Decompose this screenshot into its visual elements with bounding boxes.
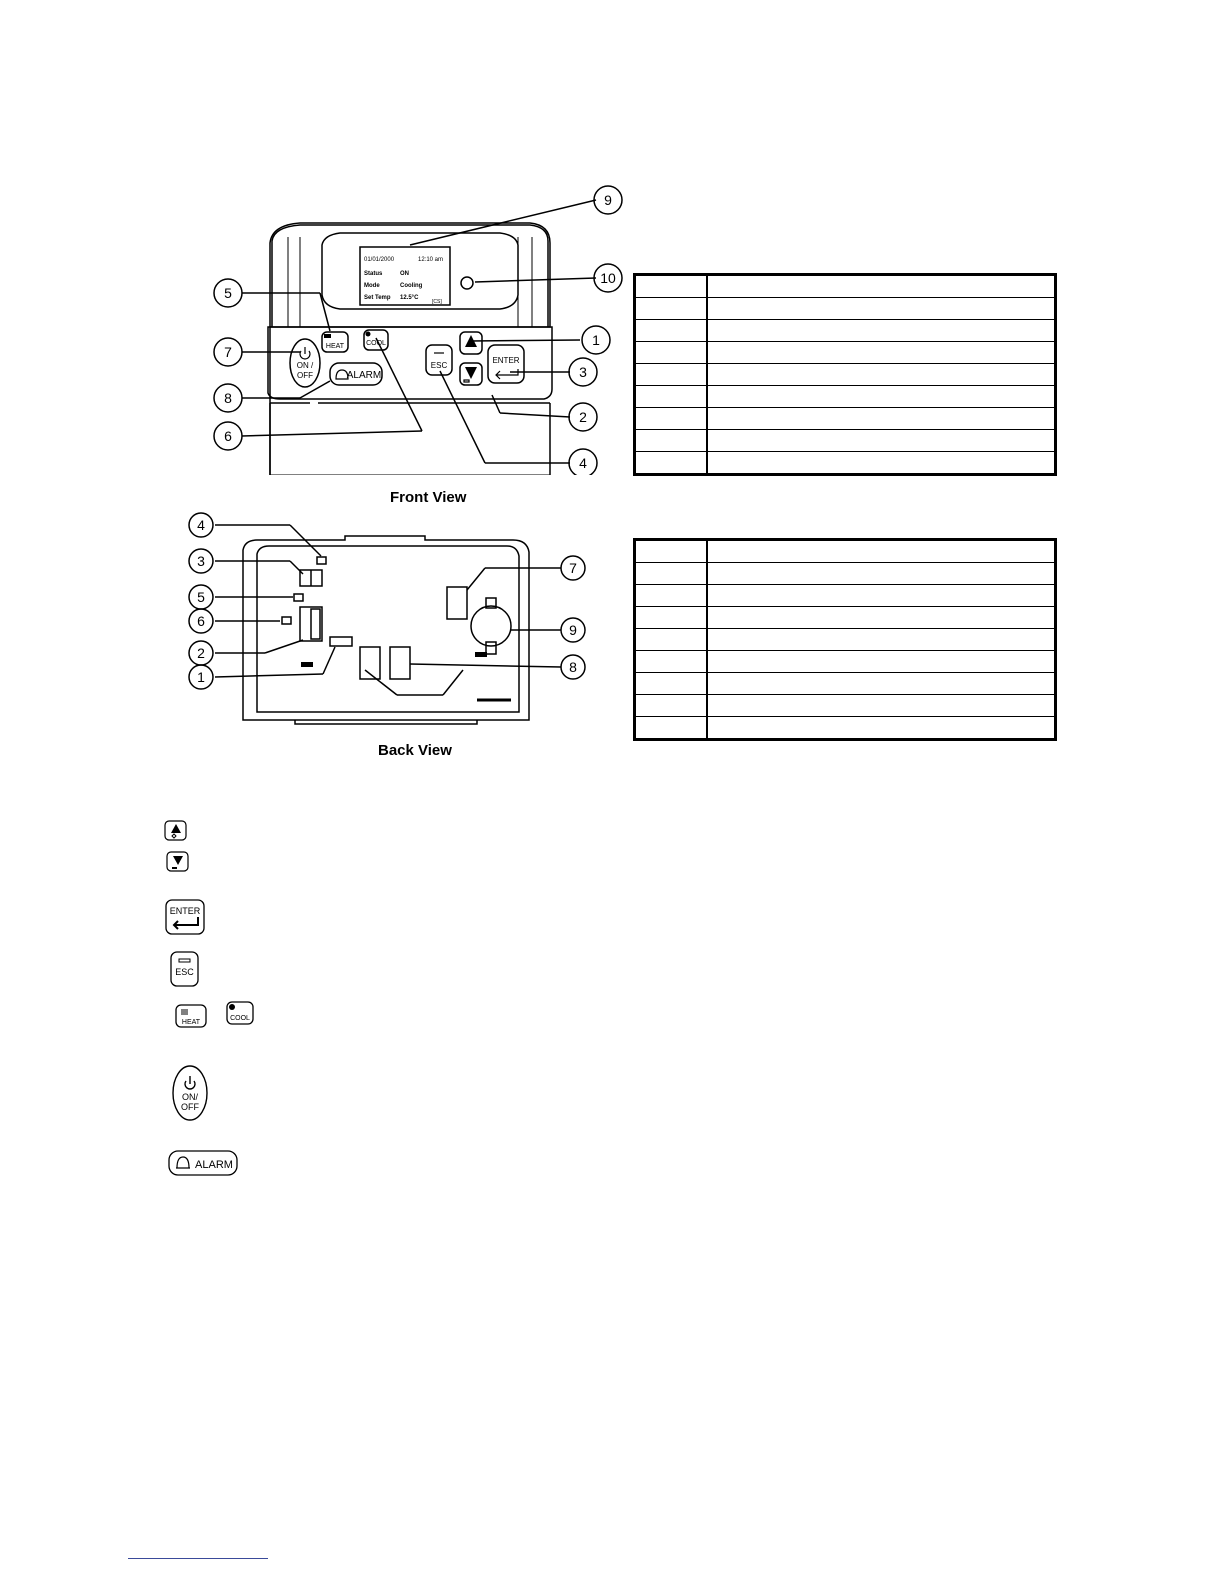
- table-row: [635, 607, 1056, 629]
- back-view-diagram: [185, 512, 605, 742]
- back-callout-8: 8: [569, 659, 577, 675]
- enter-icon: [496, 369, 518, 379]
- cool-led-icon: [366, 332, 371, 337]
- back-callout-9: 9: [569, 622, 577, 638]
- heat-button[interactable]: HEAT: [325, 343, 345, 350]
- back-callout-3: 3: [197, 553, 205, 569]
- front-callout-5: 5: [224, 285, 232, 301]
- front-callout-9: 9: [604, 192, 612, 208]
- enter-icon: [174, 917, 198, 929]
- back-view-parts-table: [633, 538, 1057, 741]
- legend-cool-label: COOL: [230, 1015, 250, 1022]
- table-row: [635, 673, 1056, 695]
- enter-button[interactable]: ENTER: [492, 356, 520, 365]
- table-row: [635, 364, 1056, 386]
- power-icon: [185, 1076, 195, 1089]
- legend-enter-label: ENTER: [169, 906, 201, 916]
- legend-heat-button: [175, 1004, 209, 1030]
- back-view-caption: Back View: [378, 742, 452, 759]
- heat-icon: [181, 1010, 188, 1014]
- front-callout-7: 7: [224, 344, 232, 360]
- display-time: 12:10 am: [418, 257, 444, 263]
- back-callout-6: 6: [197, 613, 205, 629]
- back-callout-2: 2: [197, 645, 205, 661]
- legend-esc-label: ESC: [175, 967, 194, 977]
- cool-button[interactable]: COOL: [366, 340, 386, 347]
- legend-esc-button: [170, 951, 200, 989]
- back-callout-5: 5: [197, 589, 205, 605]
- table-row: [635, 629, 1056, 651]
- legend-up-button: [164, 820, 188, 842]
- display-status-label: Status: [364, 271, 383, 277]
- legend-on-off-button: [171, 1064, 211, 1124]
- back-callout-7: 7: [569, 560, 577, 576]
- legend-on-off-label: ON/: [181, 1092, 199, 1102]
- table-row: [635, 275, 1056, 298]
- display-date: 01/01/2000: [364, 257, 395, 263]
- front-callout-10: 10: [600, 270, 616, 286]
- display-mode-label: Mode: [364, 283, 380, 289]
- cool-icon: [229, 1004, 235, 1010]
- bell-icon: [176, 1157, 190, 1168]
- table-row: [635, 452, 1056, 475]
- legend-alarm-label: ALARM: [195, 1159, 233, 1171]
- down-arrow-icon: [465, 367, 477, 379]
- legend-on-off-label-line2: OFF: [181, 1102, 199, 1112]
- front-callout-1: 1: [592, 332, 600, 348]
- table-row: [635, 717, 1056, 740]
- table-row: [635, 585, 1056, 607]
- table-row: [635, 408, 1056, 430]
- on-off-button[interactable]: ON /: [296, 361, 314, 370]
- on-off-button-line2: OFF: [297, 371, 313, 380]
- display-mode-value: Cooling: [400, 283, 423, 289]
- front-callout-4: 4: [579, 455, 587, 471]
- back-callout-4: 4: [197, 517, 205, 533]
- display-corner-tag: [CS]: [432, 299, 442, 305]
- esc-button[interactable]: ESC: [430, 361, 448, 370]
- table-row: [635, 298, 1056, 320]
- legend-alarm-button: [168, 1150, 240, 1178]
- front-callout-3: 3: [579, 364, 587, 380]
- legend-heat-label: HEAT: [181, 1019, 201, 1026]
- table-row: [635, 651, 1056, 673]
- power-icon: [300, 347, 310, 359]
- display-settemp-label: Set Temp: [364, 295, 391, 301]
- front-callout-8: 8: [224, 390, 232, 406]
- front-view-diagram: [200, 185, 640, 475]
- display-status-value: ON: [400, 271, 409, 277]
- front-view-caption: Front View: [390, 489, 467, 506]
- front-callout-2: 2: [579, 409, 587, 425]
- table-row: [635, 540, 1056, 563]
- up-arrow-icon: [171, 824, 181, 833]
- footnote-divider: [128, 1558, 268, 1559]
- legend-cool-button: [226, 1001, 256, 1027]
- table-row: [635, 563, 1056, 585]
- alarm-button[interactable]: ALARM: [346, 370, 382, 381]
- table-row: [635, 386, 1056, 408]
- front-callout-6: 6: [224, 428, 232, 444]
- table-row: [635, 342, 1056, 364]
- down-arrow-icon: [173, 856, 183, 865]
- legend-down-button: [166, 851, 190, 873]
- table-row: [635, 695, 1056, 717]
- front-view-parts-table: [633, 273, 1057, 476]
- legend-enter-button: [165, 899, 207, 937]
- table-row: [635, 320, 1056, 342]
- back-callout-1: 1: [197, 669, 205, 685]
- table-row: [635, 430, 1056, 452]
- display-settemp-value: 12.5°C: [400, 295, 419, 301]
